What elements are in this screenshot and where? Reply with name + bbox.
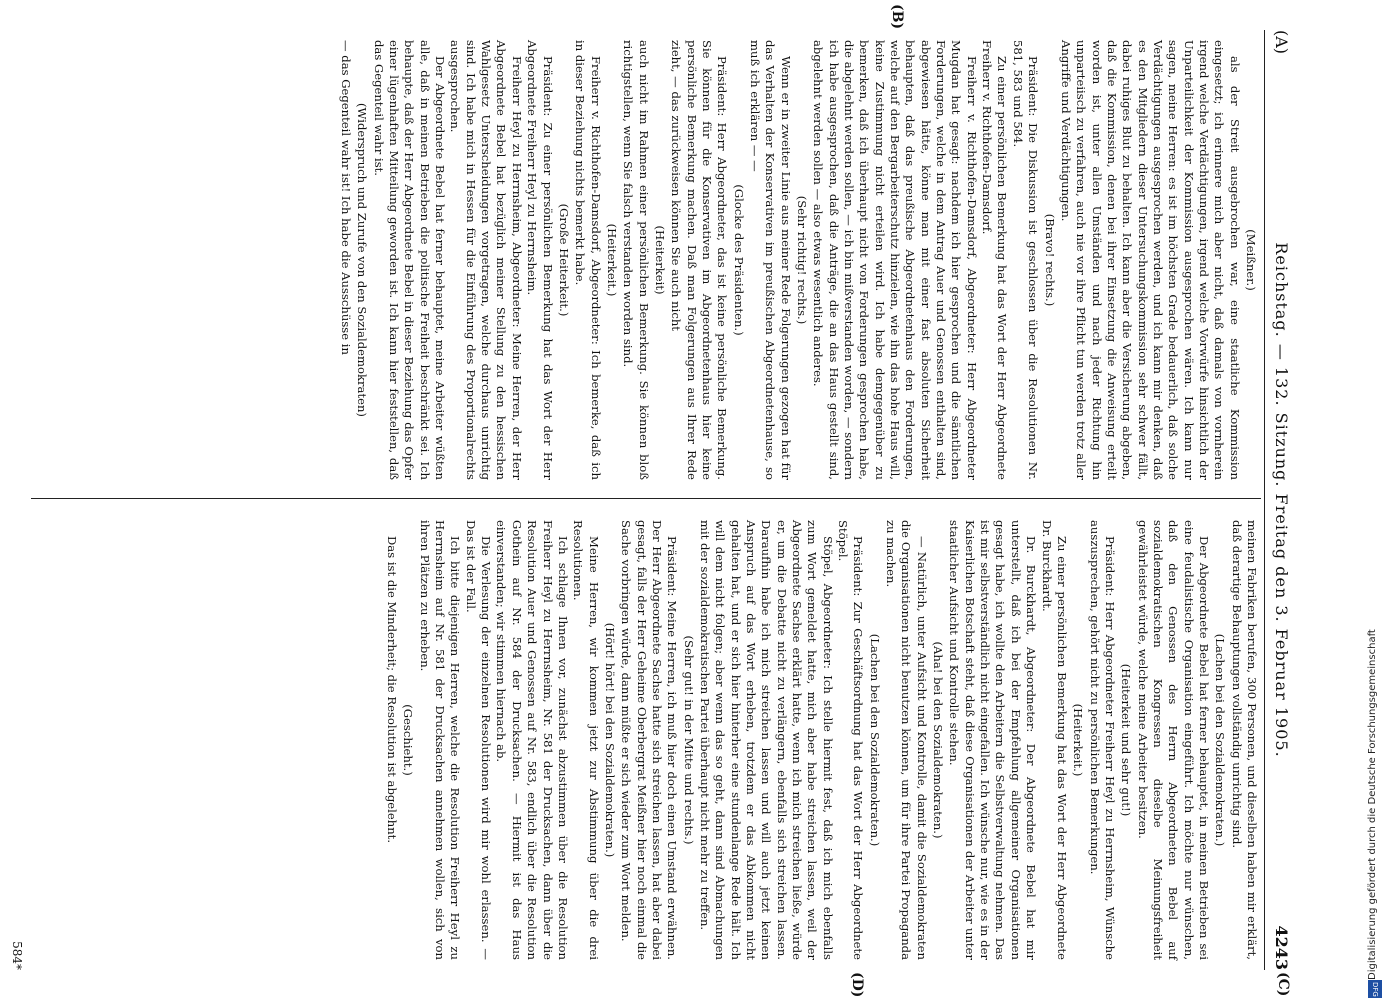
page-number: 4243 [1272,925,1291,970]
interjection: (Aha! bei den Sozialdemokraten.) [931,641,946,839]
digitization-credit: Digitalisierung gefördert durch die Deutsche Forschungsgemeinschaft [1367,629,1378,980]
interjection: (Bravo! rechts.) [1042,213,1057,307]
paragraph: — Natürlich, unter Aufsicht und Kontrolle, damit die Sozialdemokraten die Organisationen nicht benutzen können, um für ihre Partei Propaganda zu machen. [884,520,929,960]
paragraph: Präsident: Herr Abgeordneter Freiherr Heyl zu Herrnsheim, Wünsche auszusprechen, gehört nicht zu persönlichen Bemerkungen. [1087,520,1117,960]
interjection: (Hört! hört! bei den Sozialdemokraten.) [602,622,617,858]
margin-mark-c: (C) [1275,972,1291,997]
paragraph: Das ist die Minderheit; die Resolution ist abgelehnt. [385,536,400,844]
speaker-tag: (Meißner.) [1244,229,1258,291]
interjection: (Lachen bei den Sozialdemokraten.) [867,633,882,847]
header-rule [1264,30,1265,970]
paragraph: Meine Herren, wir kommen jetzt zur Abstimmung über die drei Resolutionen. [571,520,601,960]
left-column [338,40,1259,480]
column-divider [31,498,1261,499]
paragraph: Ich schlage Ihnen vor, zunächst abzustimmen über die Resolution Freiherr Heyl zu Herrnsheim, Nr. 581 der Drucksachen, dann über die Resolution Auer und Genossen auf Nr. 583, endlich über die Resolution Gothein auf Nr. 584 der Drucksachen. — Hiermit ist das Haus einverstanden; wir stimmen hiernach ab. [494,520,570,960]
paragraph: Präsident: Zu einer persönlichen Bemerkung hat das Wort der Herr Abgeordnete Freiherr Heyl zu Herrnsheim. [525,40,555,480]
interjection: (Heiterkeit.) [604,223,619,297]
interjection: (Heiterkeit.) [1071,703,1086,777]
paragraph: Ich bitte diejenigen Herren, welche die Resolution Freiherr Heyl zu Herrnsheim auf Nr. 581 der Drucksachen annehmen wollen, sich von ihren Plätzen zu erheben. [417,520,463,960]
dfg-logo-icon: DFG [1368,980,1382,998]
interjection: (Heiterkeit) [652,225,667,295]
margin-mark-d: (D) [849,972,865,998]
paragraph: Die Verlesung der einzelnen Resolutionen wird mir wohl erlassen. — Das ist der Fall. [463,520,494,960]
interjection: (Sehr richtig! rechts.) [795,195,810,325]
paragraph: Präsident: Zur Geschäftsordnung hat das Wort der Herr Abgeordnete Stöpel. [836,520,866,960]
paragraph: Freiherr Heyl zu Herrnsheim, Abgeordneter: Meine Herren, der Herr Abgeordnete Bebel hat bezüglich meiner Stellung zu den hessischen Wahlgesetz Unterscheidungen vorgetragen, welche durchaus unrichtig sind. Ich habe mich in Hessen für die Einführung des Proportionalrechts ausgesprochen. [448,40,524,480]
paragraph: Der Abgeordnete Bebel hat ferner behauptet, in meinen Betrieben sei eine feudalistische Organisation eingeführt. Ich möchte nur wünschen, daß den Genossen des Herrn Abgeordneten Bebel auf sozialdemokratischen Kongressen dieselbe Meinungsfreiheit gewährleistet würde, welche meine Arbeiter besitzen. [1135,520,1211,960]
page-header [1267,30,1291,970]
paragraph: Der Abgeordnete Bebel hat ferner behauptet, meine Arbeiter wüßten alle, daß in meinen Betrieben die politische Freiheit beschränkt sei. Ich behaupte, daß der Herr Abgeordnete Bebel in dieser Beziehung das Opfer einer lügenhaften Mitteilung geworden ist. Ich kann hier feststellen, daß das Gegenteil wahr ist. [371,40,448,480]
paragraph: Präsident: Herr Abgeordneter, das ist keine persönliche Bemerkung. Sie können für die Konservativen im Abgeordnetenhaus hier keine persönliche Bemerkung machen. Daß man Folgerungen aus Ihrer Rede zieht, — das zurückweisen können Sie auch nicht [669,40,730,480]
paragraph: meinen Fabriken berufen, 300 Personen, und dieselben haben mir erklärt, daß derartige Behauptungen vollständig unrichtig sind. [1229,520,1259,960]
interjection: (Heiterkeit und sehr gut!) [1119,663,1134,817]
right-column [384,520,1259,960]
paragraph: Präsident: Die Diskussion ist geschlossen über die Resolutionen Nr. 581, 583 und 584. [1010,40,1041,480]
paragraph: als der Streit ausgebrochen war, eine staatliche Kommission eingesetzt; ich erinnere mich aber nicht, daß damals von vornherein irgend welche Verdächtigungen, irgend welche Vorwürfe hinsichtlich der Unparteilichkeit der Kommission ausgesprochen wären. Ich kann nur sagen, meine Herren: es ist im höchsten Grade bedauerlich, daß solche Verdächtigungen ausgesprochen werden, und ich kann mir denken, daß es den Mitgliedern dieser Untersuchungskommission sehr schwer fällt, dabei ruhiges Blut zu behalten. Ich kann aber die Versicherung abgeben, daß die Kommission, denen bei ihrer Einsetzung die Anweisung erteilt worden ist, unter allen Umständen und nach jeder Richtung hin unparteiisch zu verfahren, auch nie vor ihre Pflicht tun werden trotz aller Angriffe und Verdächtigungen. [1058,40,1242,480]
interjection: (Lachen bei den Sozialdemokraten.) [1213,633,1228,847]
paragraph: Präsident: Meine Herren, ich muß hier doch einen Umstand erwähnen. Der Herr Abgeordnete Sachse hatte sich streichen lassen, hat aber dabei gesagt, falls der Herr Geheime Oberbergrat Meißner hier noch einmal die Sache vorbringen würde, dann müßte er sich wieder zum Wort melden. [619,520,680,960]
paragraph: Freiherr v. Richthofen-Damsdorf, Abgeordneter: Ich bemerke, daß ich in dieser Beziehung nichts bemerkt habe. [573,40,603,480]
paragraph: Freiherr v. Richthofen-Damsdorf, Abgeordneter: Herr Abgeordneter Mugdan hat gesagt: nachdem ich hier gesprochen und die sämtlichen Forderungen, welche in dem Antrag Auer und Genossen enthalten sind, abgewiesen hätte, könne man mit einer fast absoluten Sicherheit behaupten, daß das preußische Abgeordnetenhaus den Forderungen, welche auf den Bergarbeiterschutz hinzielen, wie ihn das hohe Haus will, keine Zustimmung nicht erteilen wird. Ich habe demgegenüber zu bemerken, daß ich überhaupt nicht von Forderungen gesprochen habe, die abgelehnt werden sollen, — ich bin mißverstanden worden, — sondern ich habe ausgesprochen, daß die Anträge, die an das Haus gestellt sind, abgelehnt werden sollen — also etwas wesentlich anderes. [811,40,979,480]
interjection: (Geschieht.) [401,704,416,776]
interjection: (Glocke des Präsidenten.) [731,184,746,336]
paragraph: — das Gegenteil wahr ist! Ich habe die Ausschüsse in [339,40,354,355]
running-title: Reichstag. — 132. Sitzung. Freitag den 3. Februar 1905. [1272,242,1291,758]
paragraph: Zu einer persönlichen Bemerkung hat das Wort der Herr Abgeordnete Freiherr v. Richthofen-Damsdorf. [980,40,1010,480]
margin-mark-a: (A) [1272,30,1291,55]
paragraph: Wenn er in zweiter Linie aus meiner Rede Folgerungen gezogen hat für das Verhalten der Konservativen im preußischen Abgeordnetenhause, so muß ich erklären — — [748,40,793,480]
paragraph: Zu einer persönlichen Bemerkung hat das Wort der Herr Abgeordnete Dr. Burckhardt. [1039,520,1069,960]
paragraph: auch nicht im Rahmen einer persönlichen Bemerkung. Sie können bloß richtigstellen, wenn Sie falsch verstanden worden sind. [621,40,651,480]
signature-mark: 584* [10,941,24,970]
interjection: (Widerspruch und Zurufe von den Sozialdemokraten) [355,103,370,417]
interjection: (Große Heiterkeit.) [556,203,571,317]
paragraph: Dr. Burckhardt, Abgeordneter: Der Abgeordnete Bebel hat mir unterstellt, daß ich bei der Empfehlung allgemeiner Organisationen gesagt habe, ich wollte den Arbeitern die Selbstverwaltung nehmen. Das ist mir selbstverständlich nicht eingefallen. Ich wünsche nur, wie es in der Kaiserlichen Botschaft steht, daß diese Organisationen der Arbeiter unter staatlicher Aufsicht und Kontrolle stehen. [947,520,1039,960]
paragraph: Stöpel, Abgeordneter: Ich stelle hiermit fest, daß ich mich ebenfalls zum Wort gemeldet hatte, mich aber habe streichen lassen, weil der Abgeordnete Sachse erklärt hatte, wenn ich mich streichen ließe, würde er, um die Debatte nicht zu verlängern, ebenfalls sich streichen lassen. Daraufhin habe ich mich streichen lassen und will auch jetzt keinen Anspruch auf das Wort erheben, trotzdem er das Abkommen nicht gehalten hat, und er sich hier hinterher eine stundenlange Rede hält. Ich will dem nicht folgen; aber wenn das so geht, dann sind Abmachungen mit der sozialdemokratischen Partei überhaupt nicht mehr zu treffen. [697,520,835,960]
interjection: (Sehr gut! in der Mitte und rechts.) [681,635,696,845]
margin-mark-b: (B) [889,4,905,30]
